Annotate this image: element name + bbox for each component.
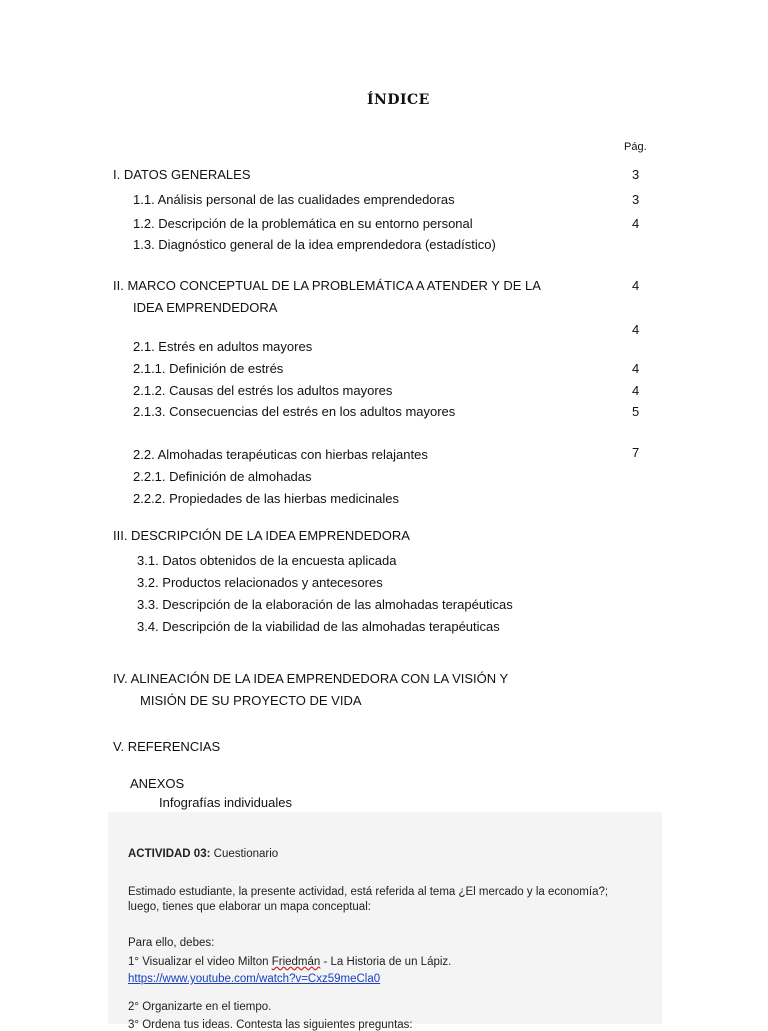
activity-title-text: Cuestionario xyxy=(210,848,279,860)
video-link[interactable]: https://www.youtube.com/watch?v=Cxz59meCla0 xyxy=(128,973,381,985)
toc-entry: III. DESCRIPCIÓN DE LA IDEA EMPRENDEDORA xyxy=(113,528,410,543)
activity-title-label: ACTIVIDAD 03: xyxy=(128,848,211,860)
toc-entry: II. MARCO CONCEPTUAL DE LA PROBLEMÁTICA A ATENDER Y DE LA xyxy=(113,278,541,293)
toc-entry: V. REFERENCIAS xyxy=(113,739,221,754)
toc-entry: 3.3. Descripción de la elaboración de las almohadas terapéuticas xyxy=(137,597,513,612)
activity-intro-line: luego, tienes que elaborar un mapa conceptual: xyxy=(128,901,371,913)
activity-intro-line: Estimado estudiante, la presente actividad, está referida al tema ¿El mercado y la economía?; xyxy=(128,886,609,898)
toc-entry: 2.1.1. Definición de estrés xyxy=(133,361,284,376)
toc-entry: IDEA EMPRENDEDORA xyxy=(133,300,278,315)
toc-page-number: 4 xyxy=(632,216,640,231)
toc-entry: 2.1. Estrés en adultos mayores xyxy=(133,339,313,354)
toc-entry: 1.3. Diagnóstico general de la idea emprendedora (estadístico) xyxy=(133,237,496,252)
toc-page-number: 4 xyxy=(632,383,640,398)
toc-entry: 3.1. Datos obtenidos de la encuesta aplicada xyxy=(137,553,397,568)
activity-step-2: 2° Organizarte en el tiempo. xyxy=(128,1001,272,1013)
toc-entry: ANEXOS xyxy=(130,776,185,791)
toc-page-number: 7 xyxy=(632,445,640,460)
toc-entry: 2.2. Almohadas terapéuticas con hierbas relajantes xyxy=(133,447,428,462)
index-title: ÍNDICE xyxy=(367,92,430,108)
activity-instructions-label: Para ello, debes: xyxy=(128,937,215,949)
toc-entry: 2.1.2. Causas del estrés los adultos mayores xyxy=(133,383,393,398)
toc-page-number: 3 xyxy=(632,192,640,207)
toc-entry: IV. ALINEACIÓN DE LA IDEA EMPRENDEDORA CON LA VISIÓN Y xyxy=(113,671,509,686)
toc-page-number: 4 xyxy=(632,322,640,337)
toc-entry: 1.2. Descripción de la problemática en su entorno personal xyxy=(133,216,473,231)
toc-entry: 1.1. Análisis personal de las cualidades emprendedoras xyxy=(133,192,455,207)
activity-scan-image xyxy=(108,812,662,1031)
toc-page-number: 5 xyxy=(632,404,640,419)
activity-step-1-text: 1° Visualizar el video Milton xyxy=(128,956,272,968)
activity-step-1 xyxy=(128,956,451,968)
activity-step-3: 3° Ordena tus ideas. Contesta las siguientes preguntas: xyxy=(128,1019,413,1031)
toc-page-number: 4 xyxy=(632,278,640,293)
misspelled-word: Friedmán xyxy=(271,956,321,968)
toc-entry: MISIÓN DE SU PROYECTO DE VIDA xyxy=(140,693,362,708)
toc-entry: 2.2.2. Propiedades de las hierbas medicinales xyxy=(133,491,399,506)
toc-page-number: 3 xyxy=(632,167,640,182)
page-column-header: Pág. xyxy=(624,141,647,153)
toc-entry: 3.2. Productos relacionados y antecesores xyxy=(137,575,383,590)
activity-title xyxy=(128,848,278,860)
toc-entry: 3.4. Descripción de la viabilidad de las almohadas terapéuticas xyxy=(137,619,500,634)
toc-entry: Infografías individuales xyxy=(159,795,292,810)
toc-entry: 2.1.3. Consecuencias del estrés en los adultos mayores xyxy=(133,404,456,419)
toc-entry: 2.2.1. Definición de almohadas xyxy=(133,469,312,484)
toc-page-number: 4 xyxy=(632,361,640,376)
toc-entry: I. DATOS GENERALES xyxy=(113,167,251,182)
activity-step-1-suffix: - La Historia de un Lápiz. xyxy=(320,956,452,968)
